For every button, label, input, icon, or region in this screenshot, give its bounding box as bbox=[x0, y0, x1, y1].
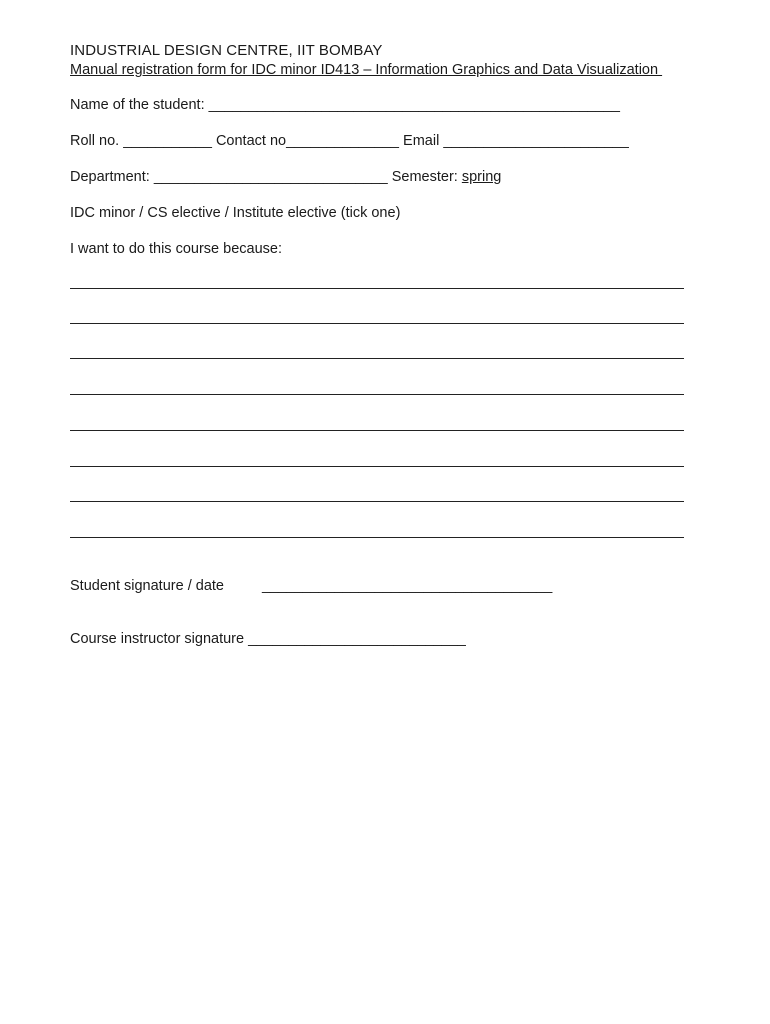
instructor-signature-field[interactable]: ___________________________ bbox=[248, 631, 466, 647]
name-field[interactable]: ___________________________________________________ bbox=[208, 97, 620, 113]
roll-contact-email-row bbox=[70, 132, 629, 150]
name-row bbox=[70, 96, 620, 114]
contact-field[interactable]: ______________ bbox=[286, 133, 399, 149]
reason-line-7[interactable] bbox=[70, 501, 684, 502]
roll-label: Roll no. bbox=[70, 133, 124, 149]
roll-field[interactable]: ___________ bbox=[123, 133, 212, 149]
semester-value: spring bbox=[461, 169, 502, 185]
name-label: Name of the student: bbox=[70, 97, 209, 113]
department-row bbox=[70, 168, 501, 186]
institute-title: INDUSTRIAL DESIGN CENTRE, IIT BOMBAY bbox=[70, 42, 383, 59]
contact-label: Contact no bbox=[211, 133, 287, 149]
student-signature-field[interactable]: ____________________________________ bbox=[261, 578, 553, 594]
instructor-signature-label: Course instructor signature bbox=[70, 631, 249, 647]
reason-line-1[interactable] bbox=[70, 288, 684, 289]
reason-line-8[interactable] bbox=[70, 537, 684, 538]
reason-line-4[interactable] bbox=[70, 394, 684, 395]
reason-line-5[interactable] bbox=[70, 430, 684, 431]
reason-line-2[interactable] bbox=[70, 323, 684, 324]
email-label: Email bbox=[399, 133, 444, 149]
reason-line-3[interactable] bbox=[70, 358, 684, 359]
reason-label: I want to do this course because: bbox=[70, 241, 282, 257]
reason-line-6[interactable] bbox=[70, 466, 684, 467]
student-signature-label: Student signature / date bbox=[70, 578, 224, 594]
student-signature-row bbox=[70, 577, 552, 595]
instructor-signature-row bbox=[70, 630, 466, 648]
elective-choice[interactable]: IDC minor / CS elective / Institute elective (tick one) bbox=[70, 205, 401, 221]
department-label: Department: bbox=[70, 169, 154, 185]
form-subtitle: Manual registration form for IDC minor ID413 – Information Graphics and Data Visualization bbox=[70, 62, 663, 78]
department-field[interactable]: _____________________________ bbox=[153, 169, 388, 185]
email-field[interactable]: _______________________ bbox=[443, 133, 629, 149]
semester-label: Semester: bbox=[387, 169, 462, 185]
